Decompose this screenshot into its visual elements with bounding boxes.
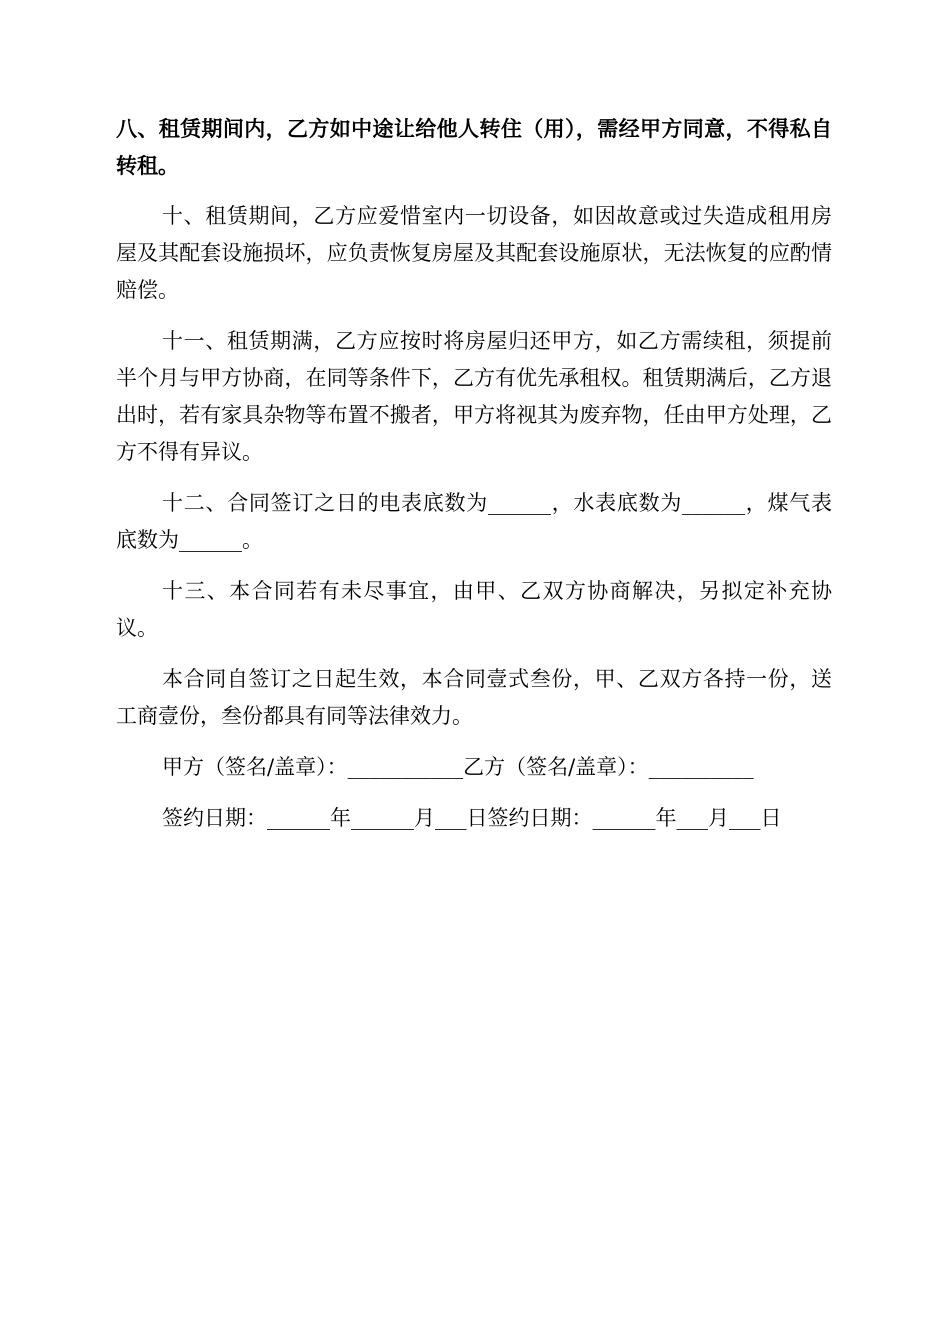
- clause-11: 十一、租赁期满，乙方应按时将房屋归还甲方，如乙方需续租，须提前半个月与甲方协商，在同等条件下，乙方有优先承租权。租赁期满后，乙方退出时，若有家具杂物等布置不搬者，甲方将视其为废弃物，任由甲方处理，乙方不得有异议。: [116, 329, 832, 464]
- document-page: [116, 110, 832, 837]
- clause-13: 十三、本合同若有未尽事宜，由甲、乙双方协商解决，另拟定补充协议。: [116, 579, 832, 640]
- effective-clause: 本合同自签订之日起生效，本合同壹式叁份，甲、乙双方各持一份，送工商壹份，叁份都具有同等法律效力。: [116, 667, 832, 728]
- signature-line: 甲方（签名/盖章）：___________乙方（签名/盖章）：__________: [162, 755, 754, 779]
- signing-date-line: 签约日期：______年______月___日签约日期：______年___月___日: [162, 806, 782, 830]
- clause-12: 十二、合同签订之日的电表底数为______，水表底数为______，煤气表底数为______。: [116, 491, 832, 552]
- clause-8: 八、租赁期间内，乙方如中途让给他人转住（用），需经甲方同意，不得私自转租。: [116, 116, 832, 178]
- clause-10: 十、租赁期间，乙方应爱惜室内一切设备，如因故意或过失造成租用房屋及其配套设施损坏，应负责恢复房屋及其配套设施原状，无法恢复的应酌情赔偿。: [116, 204, 832, 302]
